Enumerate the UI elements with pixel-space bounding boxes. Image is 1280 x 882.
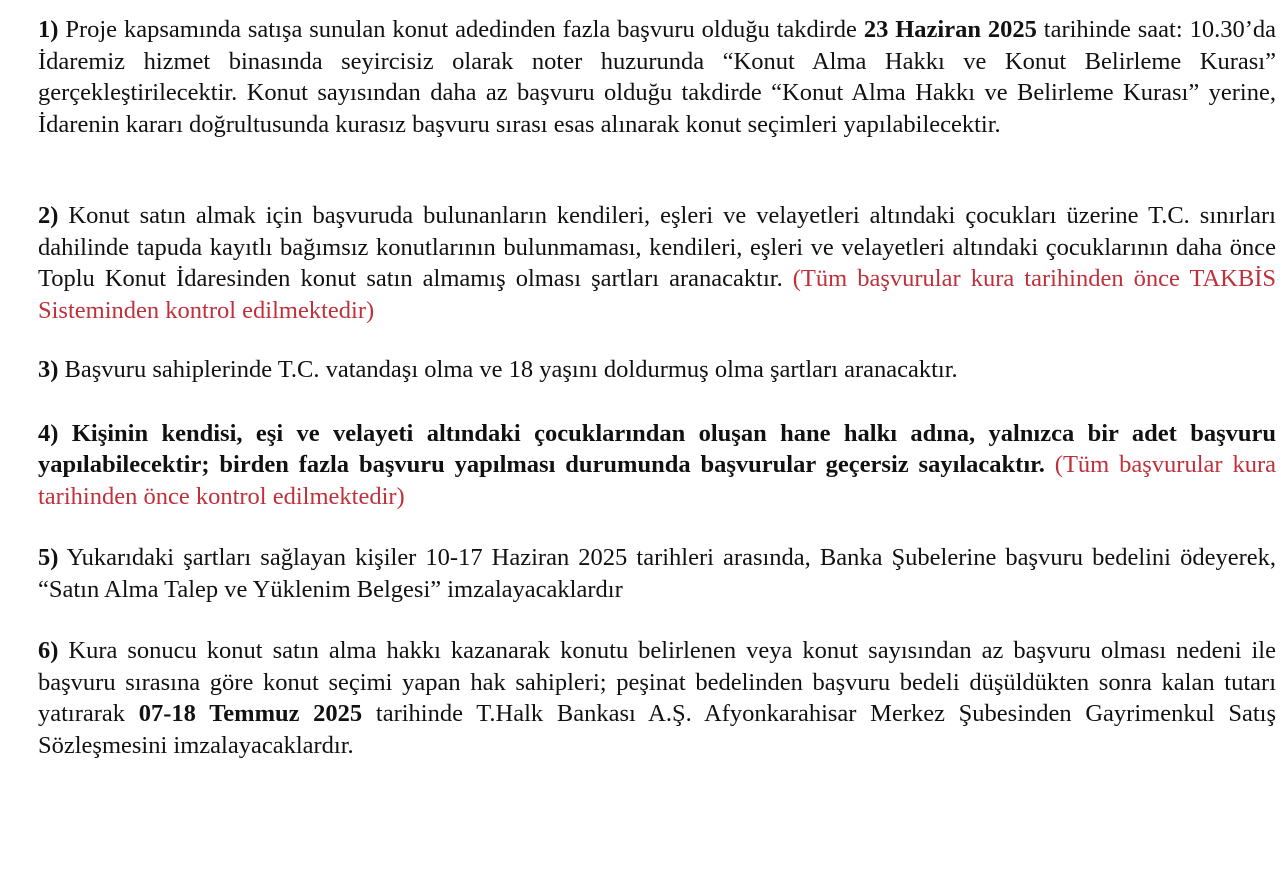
- paragraph-text: Yukarıdaki şartları sağlayan kişiler 10-17 Haziran 2025 tarihleri arasında, Banka Şubelerine başvuru bedelini ödeyerek, “Satın Alma Talep ve Yüklenim Belgesi” imzalayacaklardır: [38, 544, 1276, 603]
- paragraph-text: tarihinde T.Halk Bankası A.Ş. Afyonkarahisar Merkez Şubesinden Gayrimenkul Satış Sözleşmesini imzalayacaklardır.: [38, 700, 1276, 759]
- paragraph-number: 5): [38, 544, 59, 571]
- kura-date: 23 Haziran 2025: [863, 16, 1037, 43]
- paragraph-text: Kura sonucu konut satın alma hakkı kazanarak konutu belirlenen veya konut sayısından az başvuru olması nedeni ile başvuru sırasına göre konut seçimi yapan hak sahipleri; peşinat bedelinden başvuru bedeli düşüldükten sonra kalan tutarı yatırarak: [38, 637, 1276, 727]
- paragraph-2: [38, 200, 1276, 326]
- paragraph-bold-text: Kişinin kendisi, eşi ve velayeti altındaki çocuklarından oluşan hane halkı adına, yalnızca bir adet başvuru yapılabilecektir; birden fazla başvuru yapılması durumunda başvurular geçersiz sayılacaktır.: [38, 419, 1276, 478]
- red-note: (Tüm başvurular kura tarihinden önce TAKBİS Sisteminden kontrol edilmektedir): [38, 265, 1277, 324]
- paragraph-number: 1): [38, 16, 59, 43]
- document-body: [38, 14, 1276, 761]
- paragraph-1: [38, 14, 1276, 140]
- red-note: (Tüm başvurular kura tarihinden önce kontrol edilmektedir): [38, 451, 1276, 510]
- paragraph-number: 4): [38, 419, 59, 447]
- contract-date: 07-18 Temmuz 2025: [138, 700, 363, 727]
- paragraph-number: 2): [38, 202, 59, 229]
- paragraph-text: Konut satın almak için başvuruda bulunanların kendileri, eşleri ve velayetleri altındaki çocukları üzerine T.C. sınırları dahilinde tapuda kayıtlı bağımsız konutlarının bulunmaması, kendileri, eşleri ve velayetleri altındaki çocuklarının daha önce Toplu Konut İdaresinden konut satın almamış olması şartları aranacaktır.: [38, 202, 1276, 292]
- paragraph-text: tarihinde saat: 10.30’da İdaremiz hizmet binasında seyircisiz olarak noter huzurunda “Konut Alma Hakkı ve Konut Belirleme Kurası” gerçekleştirilecektir. Konut sayısından daha az başvuru olduğu takdirde “Konut Alma Hakkı ve Belirleme Kurası” yerine, İdarenin kararı doğrultusunda kurasız başvuru sırası esas alınarak konut seçimleri yapılabilecektir.: [38, 16, 1276, 138]
- paragraph-5: [38, 542, 1276, 605]
- paragraph-6: [38, 635, 1276, 761]
- paragraph-number: 6): [38, 637, 59, 664]
- paragraph-text: Proje kapsamında satışa sunulan konut adedinden fazla başvuru olduğu takdirde: [58, 16, 864, 43]
- paragraph-text: Başvuru sahiplerinde T.C. vatandaşı olma ve 18 yaşını doldurmuş olma şartları aranacaktır.: [58, 356, 958, 383]
- paragraph-4: [38, 418, 1276, 513]
- paragraph-3: [38, 354, 1276, 386]
- paragraph-number: 3): [38, 356, 59, 383]
